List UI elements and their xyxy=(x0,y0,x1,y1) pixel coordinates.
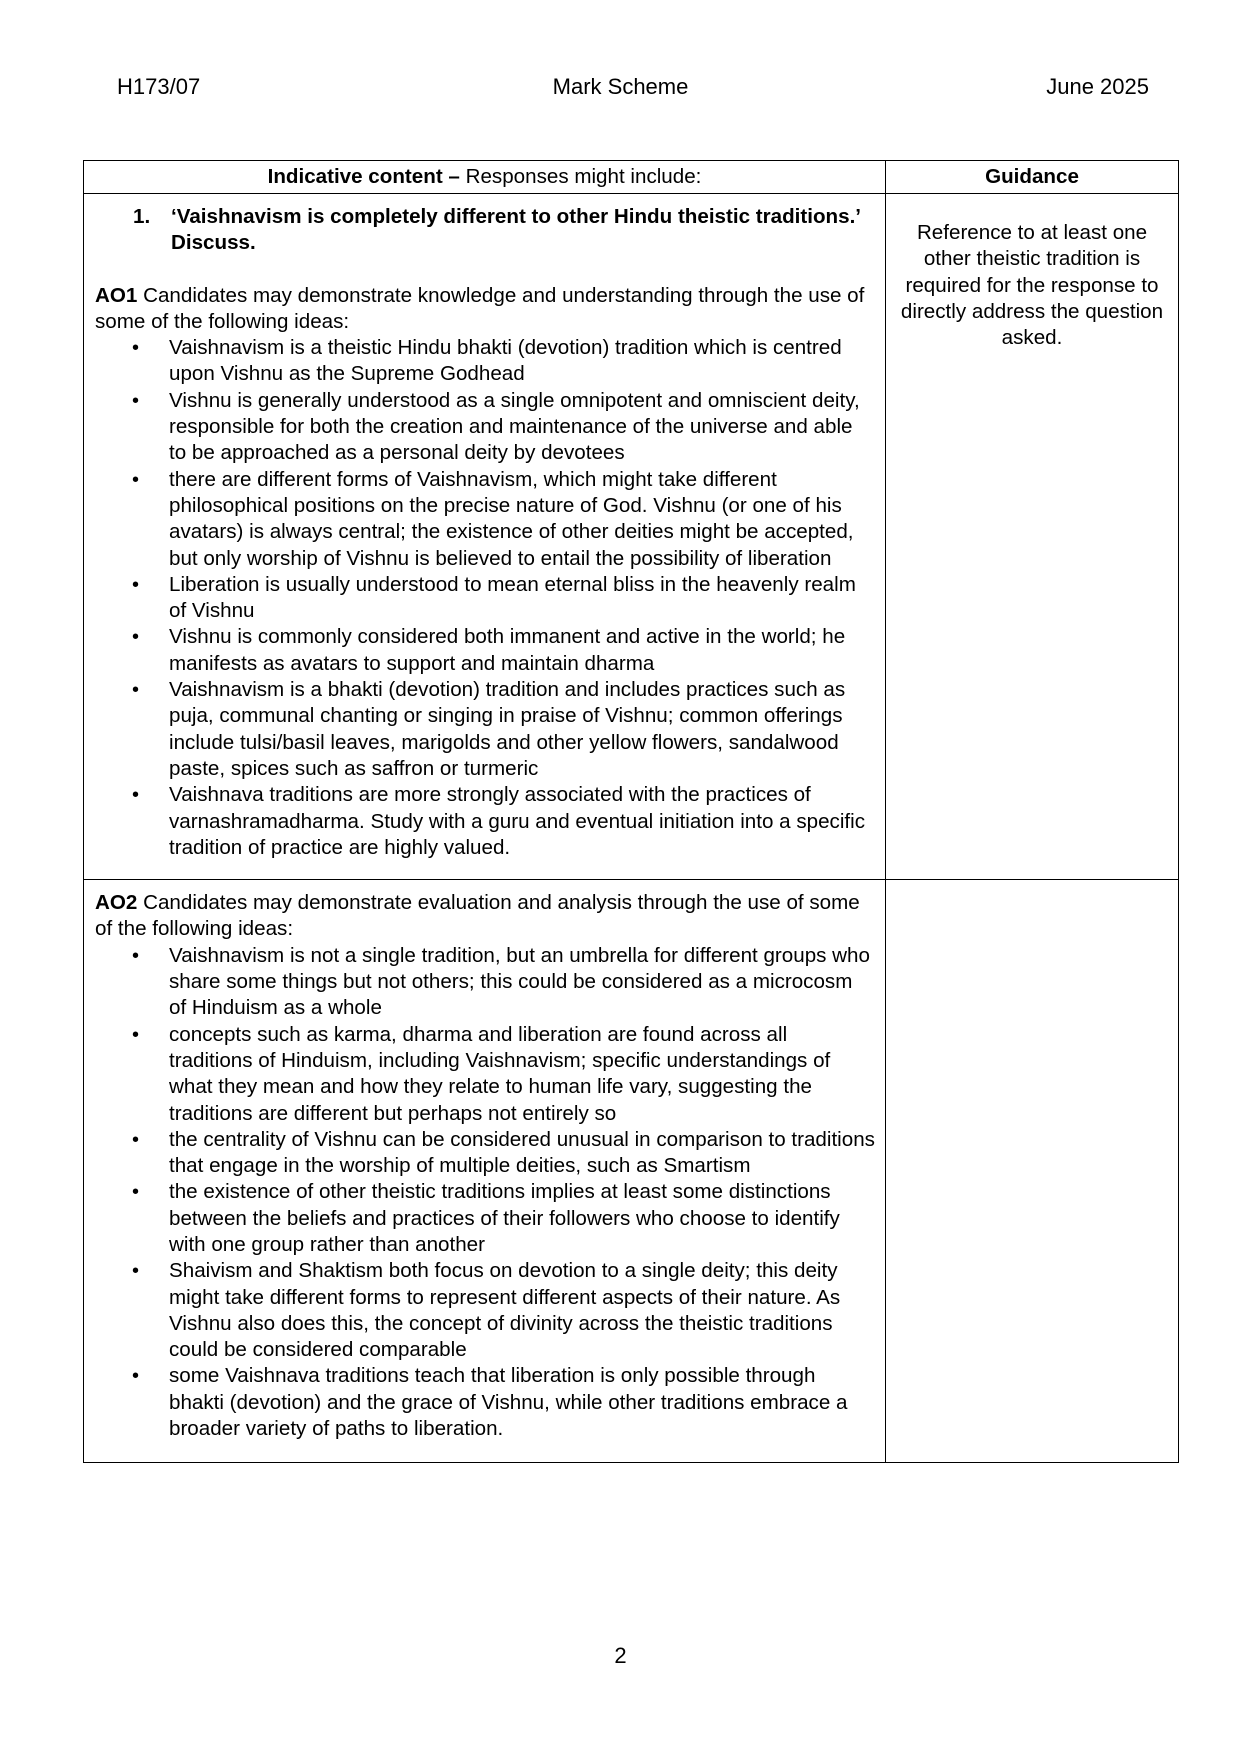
list-item: • the centrality of Vishnu can be considered unusual in comparison to traditions that engage in the worship of multiple deities, such as Smartism xyxy=(95,1127,875,1180)
list-item: • Liberation is usually understood to mean eternal bliss in the heavenly realm of Vishnu xyxy=(95,572,875,625)
list-item: • Vaishnavism is a bhakti (devotion) tradition and includes practices such as puja, communal chanting or singing in praise of Vishnu; common offerings include tulsi/basil leaves, marigolds and other yellow flowers, sandalwood paste, spices such as saffron or turmeric xyxy=(95,677,875,782)
list-item: • Vaishnava traditions are more strongly associated with the practices of varnashramadharma. Study with a guru and eventual initiation into a specific tradition of practice are highly valued. xyxy=(95,782,875,861)
indicative-content-sublabel: Responses might include: xyxy=(459,164,702,188)
ao2-intro-text: Candidates may demonstrate evaluation and analysis through the use of some of the following ideas: xyxy=(95,891,860,941)
guidance-header-label: Guidance xyxy=(985,164,1079,188)
page-number: 2 xyxy=(614,1643,627,1668)
list-item: • Vaishnavism is a theistic Hindu bhakti (devotion) tradition which is centred upon Vishnu as the Supreme Godhead xyxy=(95,335,875,388)
list-item: • there are different forms of Vaishnavism, which might take different philosophical positions on the precise nature of God. Vishnu (or one of his avatars) is always central; the existence of other deities might be accepted, but only worship of Vishnu is believed to entail the possibility of liberation xyxy=(95,467,875,572)
document-code: H173/07 xyxy=(117,74,201,99)
guidance-cell xyxy=(886,194,1179,880)
list-item: • Vishnu is generally understood as a single omnipotent and omniscient deity, responsible for both the creation and maintenance of the universe and able to be approached as a personal deity by devotees xyxy=(95,388,875,467)
guidance-text: Reference to at least one other theistic tradition is required for the response to directly address the question asked. xyxy=(900,221,1164,350)
ao1-label: AO1 xyxy=(95,283,138,307)
document-date: June 2025 xyxy=(1046,74,1149,99)
list-item: • the existence of other theistic traditions implies at least some distinctions between the beliefs and practices of their followers who choose to identify with one group rather than another xyxy=(95,1179,875,1258)
indicative-content-label: Indicative content – xyxy=(267,164,460,188)
ao2-row xyxy=(84,880,1179,1463)
list-item: • Shaivism and Shaktism both focus on devotion to a single deity; this deity might take different forms to represent different aspects of their nature. As Vishnu also does this, the concept of divinity across the theistic traditions could be considered comparable xyxy=(95,1258,875,1363)
ao1-intro-text: Candidates may demonstrate knowledge and understanding through the use of some of the following ideas: xyxy=(95,283,865,333)
question-line xyxy=(95,204,875,257)
guidance-header xyxy=(886,161,1179,194)
ao2-intro xyxy=(95,890,875,943)
question-text: ‘Vaishnavism is completely different to other Hindu theistic traditions.’ Discuss. xyxy=(171,205,860,255)
ao2-label: AO2 xyxy=(95,891,138,915)
ao1-intro xyxy=(95,283,875,336)
ao2-content-cell xyxy=(84,880,886,1463)
list-item: • concepts such as karma, dharma and liberation are found across all traditions of Hinduism, including Vaishnavism; specific understandings of what they mean and how they relate to human life vary, suggesting the traditions are different but perhaps not entirely so xyxy=(95,1022,875,1127)
ao2-guidance-cell xyxy=(886,880,1179,1463)
ao1-row xyxy=(84,194,1179,880)
list-item: • Vishnu is commonly considered both immanent and active in the world; he manifests as avatars to support and maintain dharma xyxy=(95,624,875,677)
mark-scheme-table xyxy=(83,160,1179,1463)
ao1-bullet-list xyxy=(95,335,875,861)
ao2-bullet-list xyxy=(95,943,875,1443)
list-item: • Vaishnavism is not a single tradition, but an umbrella for different groups who share some things but not others; this could be considered as a microcosm of Hinduism as a whole xyxy=(95,943,875,1022)
list-item: • some Vaishnava traditions teach that liberation is only possible through bhakti (devotion) and the grace of Vishnu, while other traditions embrace a broader variety of paths to liberation. xyxy=(95,1363,875,1442)
table-header-row xyxy=(84,161,1179,194)
ao1-content-cell xyxy=(84,194,886,880)
indicative-content-header xyxy=(84,161,886,194)
question-number: 1. xyxy=(133,205,151,228)
document-title: Mark Scheme xyxy=(552,74,689,99)
